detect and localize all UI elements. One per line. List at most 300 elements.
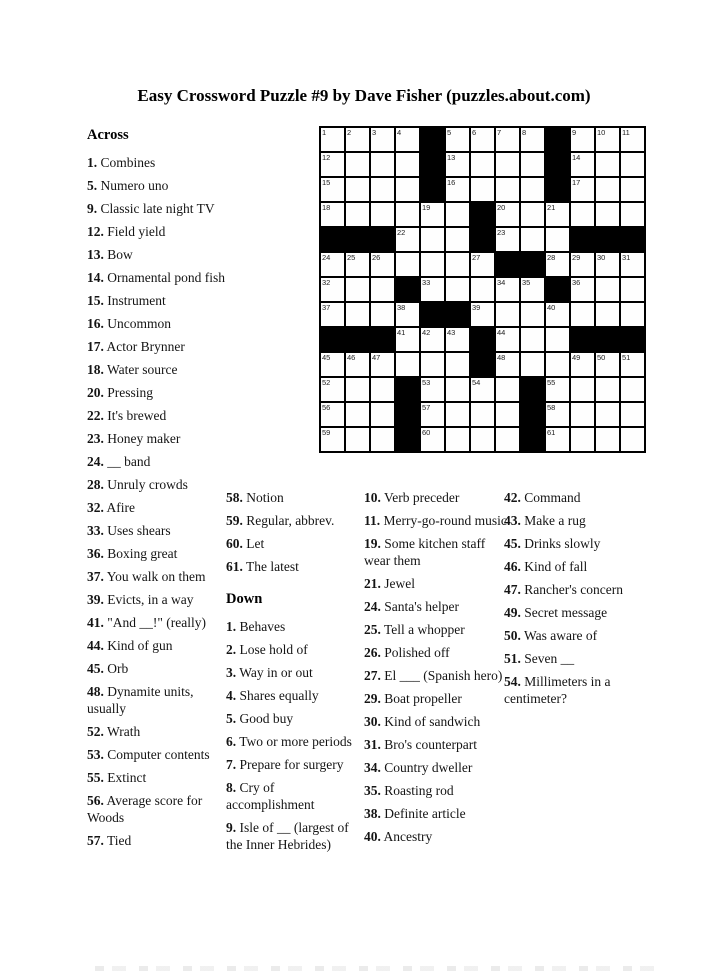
grid-cell[interactable] [596, 253, 619, 276]
clue-item: 20. Pressing [87, 385, 154, 400]
cell-number: 35 [522, 278, 531, 287]
grid-cell[interactable] [371, 253, 394, 276]
grid-cell[interactable] [471, 128, 494, 151]
grid-cell[interactable] [521, 328, 544, 351]
grid-cell[interactable] [496, 278, 519, 301]
grid-cell[interactable] [396, 203, 419, 226]
grid-cell[interactable] [471, 178, 494, 201]
grid-cell[interactable] [371, 203, 394, 226]
grid-cell[interactable] [396, 353, 419, 376]
grid-cell[interactable] [546, 228, 569, 251]
grid-cell[interactable] [496, 178, 519, 201]
clue-item: 16. Uncommon [87, 316, 171, 331]
cell-number: 26 [372, 253, 381, 262]
grid-cell[interactable] [321, 403, 344, 426]
grid-cell[interactable] [521, 228, 544, 251]
clue-number: 55. [87, 770, 104, 785]
grid-cell[interactable] [421, 253, 444, 276]
clue-number: 2. [226, 642, 237, 657]
grid-cell[interactable] [396, 303, 419, 326]
clue-number: 25. [364, 622, 381, 637]
grid-cell[interactable] [571, 428, 594, 451]
clue-number: 47. [504, 582, 521, 597]
grid-cell[interactable] [371, 178, 394, 201]
grid-cell[interactable] [546, 303, 569, 326]
grid-cell[interactable] [371, 128, 394, 151]
grid-cell[interactable] [621, 253, 644, 276]
cell-number: 5 [447, 128, 452, 137]
down-header: Down [226, 591, 263, 607]
grid-cell[interactable] [321, 378, 344, 401]
clue-item: 57. Tied [87, 833, 132, 848]
cell-number: 39 [472, 303, 481, 312]
grid-cell[interactable] [321, 178, 344, 201]
grid-black-cell [421, 153, 444, 176]
clue-item: 27. El ___ (Spanish hero) [364, 668, 503, 683]
grid-cell[interactable] [346, 353, 369, 376]
grid-cell[interactable] [496, 228, 519, 251]
grid-cell[interactable] [521, 303, 544, 326]
cell-number: 45 [322, 353, 331, 362]
clue-number: 29. [364, 691, 381, 706]
cell-number: 56 [322, 403, 331, 412]
grid-cell[interactable] [571, 128, 594, 151]
grid-cell[interactable] [546, 328, 569, 351]
grid-cell[interactable] [446, 328, 469, 351]
clue-number: 61. [226, 559, 243, 574]
cell-number: 12 [322, 153, 331, 162]
clue-number: 53. [87, 747, 104, 762]
cell-number: 3 [372, 128, 377, 137]
grid-black-cell [546, 153, 569, 176]
cell-number: 18 [322, 203, 331, 212]
clue-number: 30. [364, 714, 381, 729]
clue-column-2 [226, 489, 364, 859]
grid-cell[interactable] [396, 228, 419, 251]
grid-cell[interactable] [571, 178, 594, 201]
grid-cell[interactable] [621, 378, 644, 401]
clue-item: 44. Kind of gun [87, 638, 173, 653]
grid-cell[interactable] [421, 228, 444, 251]
grid-cell[interactable] [321, 303, 344, 326]
cell-number: 7 [497, 128, 502, 137]
clue-item: 28. Unruly crowds [87, 477, 188, 492]
grid-black-cell [596, 228, 619, 251]
clue-number: 7. [226, 757, 237, 772]
clue-column-across [87, 127, 229, 855]
cell-number: 34 [497, 278, 506, 287]
grid-cell[interactable] [621, 203, 644, 226]
grid-cell[interactable] [496, 203, 519, 226]
clue-item: 45. Orb [87, 661, 129, 676]
clue-number: 52. [87, 724, 104, 739]
clue-item: 54. Millimeters in a centimeter? [504, 674, 611, 706]
grid-cell[interactable] [396, 253, 419, 276]
grid-cell[interactable] [371, 353, 394, 376]
grid-black-cell [621, 228, 644, 251]
grid-cell[interactable] [596, 353, 619, 376]
clue-item: 31. Bro's counterpart [364, 737, 478, 752]
grid-cell[interactable] [346, 303, 369, 326]
clue-number: 60. [226, 536, 243, 551]
grid-cell[interactable] [321, 203, 344, 226]
grid-cell[interactable] [596, 428, 619, 451]
clue-item: 26. Polished off [364, 645, 450, 660]
grid-cell[interactable] [321, 253, 344, 276]
clue-item: 17. Actor Brynner [87, 339, 185, 354]
cell-number: 33 [422, 278, 431, 287]
clue-item: 8. Cry of accomplishment [226, 780, 315, 812]
grid-cell[interactable] [546, 378, 569, 401]
clue-item: 33. Uses shears [87, 523, 171, 538]
grid-black-cell [396, 278, 419, 301]
clue-number: 36. [87, 546, 104, 561]
grid-cell[interactable] [396, 128, 419, 151]
clue-column-4 [504, 489, 658, 713]
clue-item: 37. You walk on them [87, 569, 206, 584]
grid-cell[interactable] [546, 253, 569, 276]
grid-black-cell [496, 253, 519, 276]
grid-black-cell [321, 228, 344, 251]
grid-black-cell [571, 228, 594, 251]
cell-number: 20 [497, 203, 506, 212]
cell-number: 2 [347, 128, 352, 137]
clue-item: 14. Ornamental pond fish [87, 270, 225, 285]
clue-number: 9. [226, 820, 237, 835]
grid-cell[interactable] [421, 403, 444, 426]
grid-black-cell [396, 428, 419, 451]
clue-number: 15. [87, 293, 104, 308]
cell-number: 29 [572, 253, 581, 262]
grid-cell[interactable] [346, 378, 369, 401]
grid-cell[interactable] [371, 278, 394, 301]
grid-cell[interactable] [496, 378, 519, 401]
grid-cell[interactable] [471, 153, 494, 176]
clue-number: 48. [87, 684, 104, 699]
grid-cell[interactable] [446, 178, 469, 201]
cell-number: 54 [472, 378, 481, 387]
grid-black-cell [421, 303, 444, 326]
cell-number: 25 [347, 253, 356, 262]
cell-number: 17 [572, 178, 581, 187]
clue-item: 51. Seven __ [504, 651, 575, 666]
grid-black-cell [546, 128, 569, 151]
clue-item: 4. Shares equally [226, 688, 319, 703]
cell-number: 1 [322, 128, 327, 137]
grid-cell[interactable] [446, 428, 469, 451]
grid-cell[interactable] [471, 403, 494, 426]
clue-number: 16. [87, 316, 104, 331]
clue-number: 38. [364, 806, 381, 821]
grid-cell[interactable] [496, 353, 519, 376]
cell-number: 28 [547, 253, 556, 262]
grid-cell[interactable] [621, 428, 644, 451]
grid-cell[interactable] [521, 203, 544, 226]
clue-item: 50. Was aware of [504, 628, 598, 643]
grid-cell[interactable] [346, 128, 369, 151]
cell-number: 50 [597, 353, 606, 362]
grid-cell[interactable] [396, 153, 419, 176]
cell-number: 27 [472, 253, 481, 262]
clue-number: 33. [87, 523, 104, 538]
grid-cell[interactable] [596, 378, 619, 401]
clue-number: 44. [87, 638, 104, 653]
grid-cell[interactable] [621, 353, 644, 376]
cell-number: 42 [422, 328, 431, 337]
grid-cell[interactable] [446, 228, 469, 251]
grid-cell[interactable] [321, 153, 344, 176]
grid-cell[interactable] [571, 378, 594, 401]
cell-number: 38 [397, 303, 406, 312]
grid-cell[interactable] [371, 428, 394, 451]
cell-number: 19 [422, 203, 431, 212]
grid-cell[interactable] [346, 153, 369, 176]
clue-item: 38. Definite article [364, 806, 466, 821]
clue-number: 26. [364, 645, 381, 660]
clue-number: 49. [504, 605, 521, 620]
clue-item: 24. Santa's helper [364, 599, 460, 614]
grid-cell[interactable] [421, 278, 444, 301]
grid-cell[interactable] [571, 203, 594, 226]
clue-item: 25. Tell a whopper [364, 622, 465, 637]
clue-item: 24. __ band [87, 454, 151, 469]
grid-black-cell [471, 328, 494, 351]
cutoff-text-strip [95, 966, 655, 971]
clue-item: 18. Water source [87, 362, 178, 377]
grid-cell[interactable] [371, 303, 394, 326]
clue-number: 1. [87, 155, 98, 170]
grid-cell[interactable] [546, 353, 569, 376]
grid-cell[interactable] [446, 153, 469, 176]
clue-item: 53. Computer contents [87, 747, 210, 762]
grid-black-cell [371, 228, 394, 251]
grid-cell[interactable] [421, 353, 444, 376]
clue-item: 49. Secret message [504, 605, 608, 620]
clue-item: 40. Ancestry [364, 829, 433, 844]
grid-black-cell [346, 228, 369, 251]
grid-cell[interactable] [321, 428, 344, 451]
clue-number: 11. [364, 513, 381, 528]
grid-cell[interactable] [446, 378, 469, 401]
grid-black-cell [521, 428, 544, 451]
grid-cell[interactable] [321, 128, 344, 151]
cell-number: 57 [422, 403, 431, 412]
grid-cell[interactable] [446, 403, 469, 426]
grid-cell[interactable] [571, 403, 594, 426]
grid-cell[interactable] [396, 178, 419, 201]
grid-black-cell [471, 353, 494, 376]
clue-number: 28. [87, 477, 104, 492]
grid-cell[interactable] [371, 153, 394, 176]
clue-item: 13. Bow [87, 247, 133, 262]
clue-item: 32. Afire [87, 500, 135, 515]
grid-cell[interactable] [521, 128, 544, 151]
clue-number: 32. [87, 500, 104, 515]
cell-number: 58 [547, 403, 556, 412]
cell-number: 48 [497, 353, 506, 362]
grid-cell[interactable] [496, 328, 519, 351]
clue-number: 57. [87, 833, 104, 848]
clue-item: 19. Some kitchen staff wear them [364, 536, 486, 568]
grid-cell[interactable] [596, 278, 619, 301]
grid-cell[interactable] [496, 403, 519, 426]
cell-number: 8 [522, 128, 527, 137]
clue-number: 58. [226, 490, 243, 505]
clue-item: 3. Way in or out [226, 665, 313, 680]
grid-cell[interactable] [421, 428, 444, 451]
grid-cell[interactable] [471, 378, 494, 401]
clue-number: 45. [504, 536, 521, 551]
clue-number: 19. [364, 536, 381, 551]
grid-cell[interactable] [346, 428, 369, 451]
grid-cell[interactable] [571, 153, 594, 176]
clue-number: 13. [87, 247, 104, 262]
cell-number: 43 [447, 328, 456, 337]
cell-number: 32 [322, 278, 331, 287]
grid-cell[interactable] [621, 153, 644, 176]
grid-black-cell [346, 328, 369, 351]
cell-number: 37 [322, 303, 331, 312]
grid-cell[interactable] [371, 378, 394, 401]
clue-number: 6. [226, 734, 237, 749]
grid-cell[interactable] [521, 153, 544, 176]
grid-black-cell [571, 328, 594, 351]
grid-cell[interactable] [521, 353, 544, 376]
grid-black-cell [471, 203, 494, 226]
clue-item: 7. Prepare for surgery [226, 757, 344, 772]
crossword-grid [319, 126, 646, 453]
grid-black-cell [421, 128, 444, 151]
grid-cell[interactable] [371, 403, 394, 426]
grid-cell[interactable] [496, 153, 519, 176]
grid-black-cell [521, 253, 544, 276]
clue-item: 41. "And __!" (really) [87, 615, 206, 630]
grid-cell[interactable] [571, 253, 594, 276]
cell-number: 10 [597, 128, 606, 137]
clue-item: 23. Honey maker [87, 431, 181, 446]
clue-number: 54. [504, 674, 521, 689]
grid-black-cell [621, 328, 644, 351]
grid-cell[interactable] [571, 278, 594, 301]
clue-item: 45. Drinks slowly [504, 536, 601, 551]
grid-cell[interactable] [596, 303, 619, 326]
grid-cell[interactable] [446, 203, 469, 226]
grid-cell[interactable] [346, 278, 369, 301]
cell-number: 55 [547, 378, 556, 387]
grid-cell[interactable] [496, 303, 519, 326]
clue-item: 48. Dynamite units, usually [87, 684, 194, 716]
grid-cell[interactable] [496, 428, 519, 451]
cell-number: 47 [372, 353, 381, 362]
clue-number: 12. [87, 224, 104, 239]
clue-number: 14. [87, 270, 104, 285]
grid-black-cell [446, 303, 469, 326]
grid-cell[interactable] [596, 403, 619, 426]
cell-number: 52 [322, 378, 331, 387]
clue-item: 9. Isle of __ (largest of the Inner Hebrides) [226, 820, 349, 852]
cell-number: 36 [572, 278, 581, 287]
cell-number: 30 [597, 253, 606, 262]
grid-cell[interactable] [471, 303, 494, 326]
clue-item: 22. It's brewed [87, 408, 167, 423]
clue-number: 17. [87, 339, 104, 354]
across-header: Across [87, 127, 129, 143]
grid-cell[interactable] [446, 128, 469, 151]
grid-cell[interactable] [346, 253, 369, 276]
grid-cell[interactable] [596, 128, 619, 151]
grid-cell[interactable] [596, 203, 619, 226]
clue-number: 4. [226, 688, 237, 703]
clue-number: 40. [364, 829, 381, 844]
grid-cell[interactable] [421, 328, 444, 351]
clue-item: 36. Boxing great [87, 546, 178, 561]
clue-number: 50. [504, 628, 521, 643]
clue-number: 5. [87, 178, 98, 193]
grid-cell[interactable] [546, 403, 569, 426]
clue-item: 46. Kind of fall [504, 559, 588, 574]
grid-cell[interactable] [496, 128, 519, 151]
clue-number: 20. [87, 385, 104, 400]
grid-cell[interactable] [571, 303, 594, 326]
clue-number: 27. [364, 668, 381, 683]
grid-cell[interactable] [346, 203, 369, 226]
grid-cell[interactable] [546, 203, 569, 226]
grid-cell[interactable] [421, 203, 444, 226]
grid-cell[interactable] [621, 278, 644, 301]
clue-item: 43. Make a rug [504, 513, 586, 528]
cell-number: 31 [622, 253, 631, 262]
grid-cell[interactable] [621, 178, 644, 201]
clue-item: 55. Extinct [87, 770, 147, 785]
clue-number: 46. [504, 559, 521, 574]
cell-number: 46 [347, 353, 356, 362]
grid-cell[interactable] [471, 253, 494, 276]
cell-number: 40 [547, 303, 556, 312]
grid-cell[interactable] [621, 403, 644, 426]
clue-number: 24. [87, 454, 104, 469]
grid-cell[interactable] [521, 178, 544, 201]
cell-number: 53 [422, 378, 431, 387]
clue-item: 10. Verb preceder [364, 490, 460, 505]
grid-cell[interactable] [621, 303, 644, 326]
grid-cell[interactable] [546, 428, 569, 451]
clue-number: 31. [364, 737, 381, 752]
grid-cell[interactable] [446, 278, 469, 301]
grid-black-cell [396, 378, 419, 401]
grid-cell[interactable] [521, 278, 544, 301]
grid-cell[interactable] [396, 328, 419, 351]
grid-cell[interactable] [421, 378, 444, 401]
clue-column-3 [364, 489, 510, 851]
grid-cell[interactable] [321, 278, 344, 301]
clue-number: 1. [226, 619, 237, 634]
cell-number: 51 [622, 353, 631, 362]
grid-cell[interactable] [596, 178, 619, 201]
grid-cell[interactable] [471, 428, 494, 451]
grid-cell[interactable] [571, 353, 594, 376]
grid-cell[interactable] [321, 353, 344, 376]
grid-cell[interactable] [446, 253, 469, 276]
grid-cell[interactable] [596, 153, 619, 176]
grid-cell[interactable] [621, 128, 644, 151]
grid-cell[interactable] [346, 178, 369, 201]
clue-item: 9. Classic late night TV [87, 201, 215, 216]
grid-cell[interactable] [346, 403, 369, 426]
cell-number: 16 [447, 178, 456, 187]
cell-number: 4 [397, 128, 402, 137]
grid-cell[interactable] [446, 353, 469, 376]
grid-cell[interactable] [471, 278, 494, 301]
